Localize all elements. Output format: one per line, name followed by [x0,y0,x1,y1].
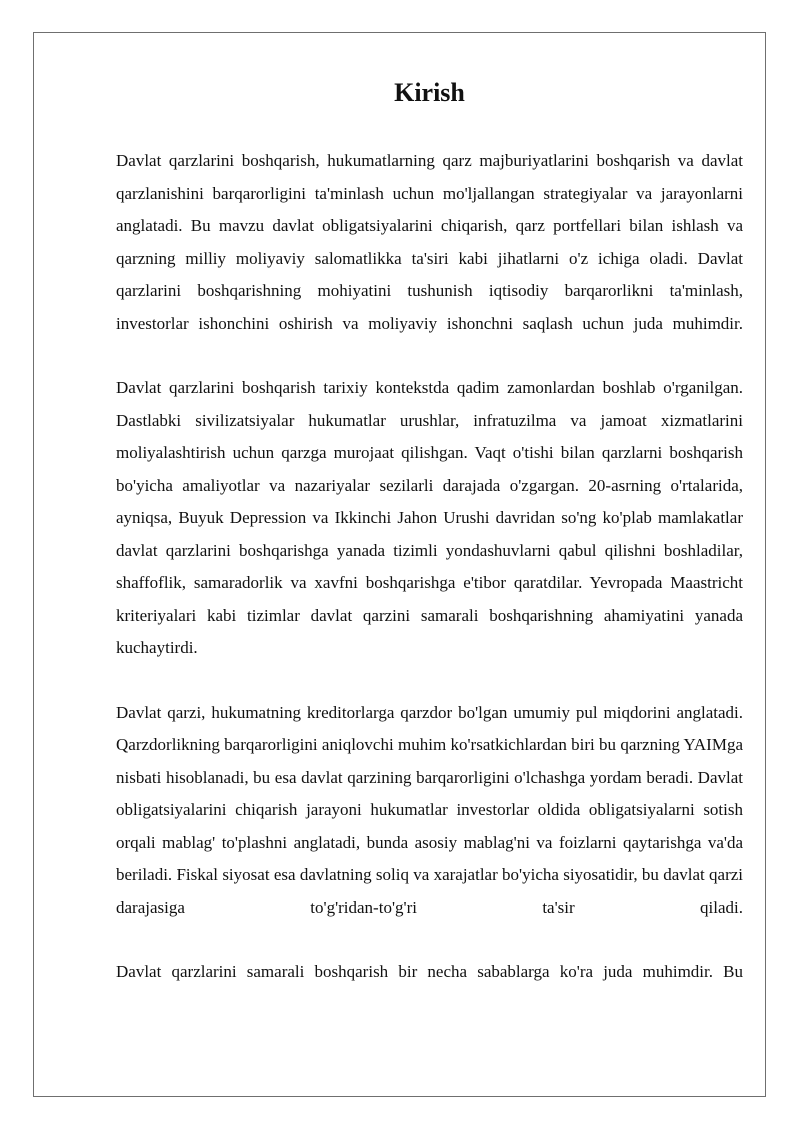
document-body [116,76,743,989]
paragraph-intro: Davlat qarzlarini boshqarish, hukumatlarning qarz majburiyatlarini boshqarish va davlat qarzlanishini barqarorligini ta'minlash uchun mo'ljallangan strategiyalar va jarayonlarni anglatadi. Bu mavzu davlat obligatsiyalarini chiqarish, qarz portfellari bilan ishlash va qarzning milliy moliyaviy salomatlikka ta'siri kabi jihatlarni o'z ichiga oladi. Davlat qarzlarini boshqarishning mohiyatini tushunish iqtisodiy barqarorlikni ta'minlash, investorlar ishonchini oshirish va moliyaviy ishonchni saqlash uchun juda muhimdir. [116,151,743,333]
paragraph-definitions: Davlat qarzi, hukumatning kreditorlarga qarzdor bo'lgan umumiy pul miqdorini anglatadi. Qarzdorlikning barqarorligini aniqlovchi muhim ko'rsatkichlardan biri bu qarzning YAIMga nisbati hisoblanadi, bu esa davlat qarzining barqarorligini o'lchashga yordam beradi. Davlat obligatsiyalarini chiqarish jarayoni hukumatlar investorlar oldida obligatsiyalarni sotish orqali mablag' to'plashni anglatadi, bunda asosiy mablag'ni va foizlarni qaytarishga va'da beriladi. Fiskal siyosat esa davlatning soliq va xarajatlar bo'yicha siyosatidir, bu davlat qarzi darajasiga to'g'ridan-to'g'ri ta'sir qiladi. [116,702,743,917]
page-title: Kirish [394,78,465,107]
paragraph-history: Davlat qarzlarini boshqarish tarixiy kontekstda qadim zamonlardan boshlab o'rganilgan. Dastlabki sivilizatsiyalar hukumatlar urushlar, infratuzilma va jamoat xizmatlarini moliyalashtirish uchun qarzga murojaat qilishgan. Vaqt o'tishi bilan qarzlarni boshqarish bo'yicha amaliyotlar va nazariyalar sezilarli darajada o'zgargan. 20-asrning o'rtalarida, ayniqsa, Buyuk Depression va Ikkinchi Jahon Urushi davridan so'ng ko'plab mamlakatlar davlat qarzlarini boshqarishga yanada tizimli yondashuvlarni qabul qilishni boshladilar, shaffoflik, samaradorlik va xavfni boshqarishga e'tibor qaratdilar. Yevropada Maastricht kriteriyalari kabi tizimlar davlat qarzini samarali boshqarishning ahamiyatini yanada kuchaytirdi. [116,378,743,657]
paragraph-importance: Davlat qarzlarini samarali boshqarish bir necha sabablarga ko'ra juda muhimdir. Bu [116,962,743,981]
document-page [33,32,766,1097]
